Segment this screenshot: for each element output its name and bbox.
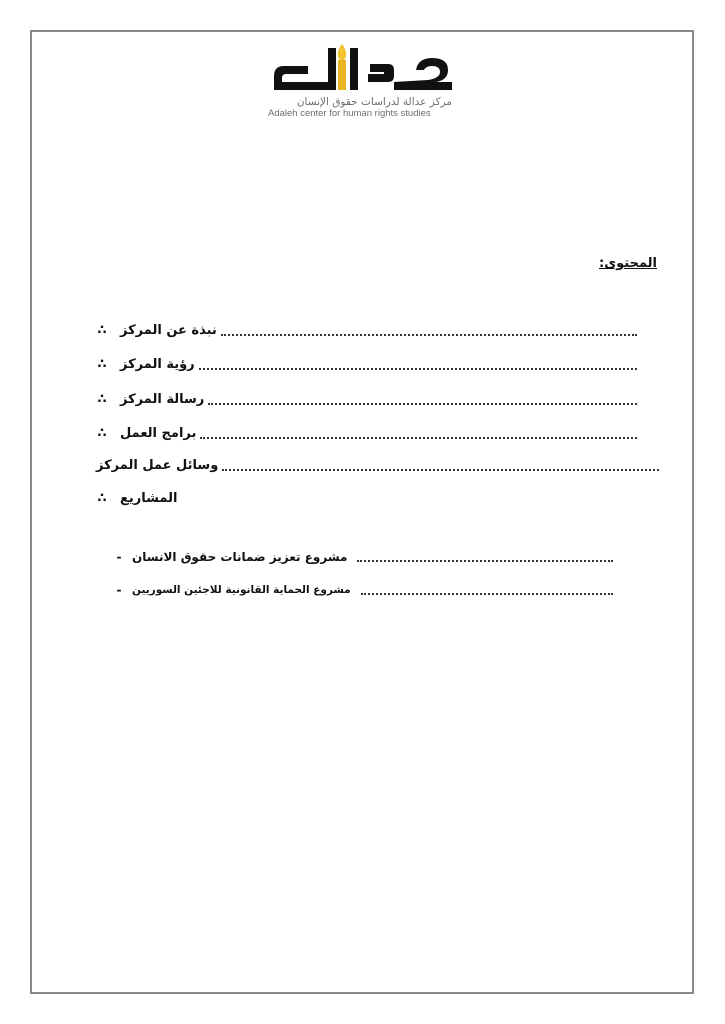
toc-item-label: وسائل عمل المركز (96, 457, 219, 473)
toc-item-mission (90, 387, 637, 411)
dotted-leader (199, 368, 637, 370)
therefore-bullet-icon: ∴ (97, 356, 107, 372)
wordmark-stroke-mid2 (350, 48, 358, 90)
toc-item-about (90, 318, 637, 342)
therefore-bullet-icon: ∴ (97, 322, 107, 338)
toc-title: المحتوى: (599, 256, 657, 271)
toc-item-label: برامج العمل (120, 425, 197, 441)
dotted-leader (361, 593, 613, 595)
wordmark-stroke-mid1 (328, 48, 336, 90)
toc-item-label: نبذة عن المركز (120, 322, 217, 338)
dotted-leader (221, 334, 637, 336)
therefore-bullet-icon: ∴ (97, 490, 107, 506)
toc-subitem-label: مشروع الحماية القانونية للاجئين السوريين (132, 584, 351, 596)
dotted-leader (200, 437, 637, 439)
toc-subitem-legal-protection (110, 579, 613, 601)
logo-arabic-tagline: مركز عدالة لدراسات حقوق الإنسان (296, 96, 452, 108)
toc-item-vision (90, 352, 637, 376)
logo-english-tagline: Adaleh center for human rights studies (268, 108, 431, 119)
toc-item-label: المشاريع (120, 490, 178, 506)
dotted-leader (208, 403, 637, 405)
therefore-bullet-icon: ∴ (97, 425, 107, 441)
therefore-bullet-icon: ∴ (97, 391, 107, 407)
adaleh-wordmark-logo (268, 40, 458, 96)
dotted-leader (357, 560, 613, 562)
toc-item-projects (90, 486, 637, 510)
toc-item-programs (90, 421, 637, 445)
dotted-leader (222, 469, 659, 471)
page-frame (30, 30, 694, 994)
adaleh-logo (268, 40, 458, 120)
toc-item-label: رؤية المركز (120, 356, 195, 372)
wordmark-stroke-right (358, 64, 394, 82)
dash-bullet: - (116, 550, 122, 564)
toc-item-label: رسالة المركز (120, 391, 205, 407)
toc-subitem-label: مشروع تعزيز ضمانات حقوق الانسان (132, 550, 348, 564)
toc-subitem-guarantees (110, 546, 613, 568)
toc-item-methods (90, 453, 659, 477)
wordmark-stroke-left (274, 66, 328, 90)
wordmark-stroke-ain (394, 58, 452, 90)
dash-bullet: - (116, 583, 122, 597)
flame-icon (338, 44, 346, 62)
candle-stem (338, 60, 346, 90)
